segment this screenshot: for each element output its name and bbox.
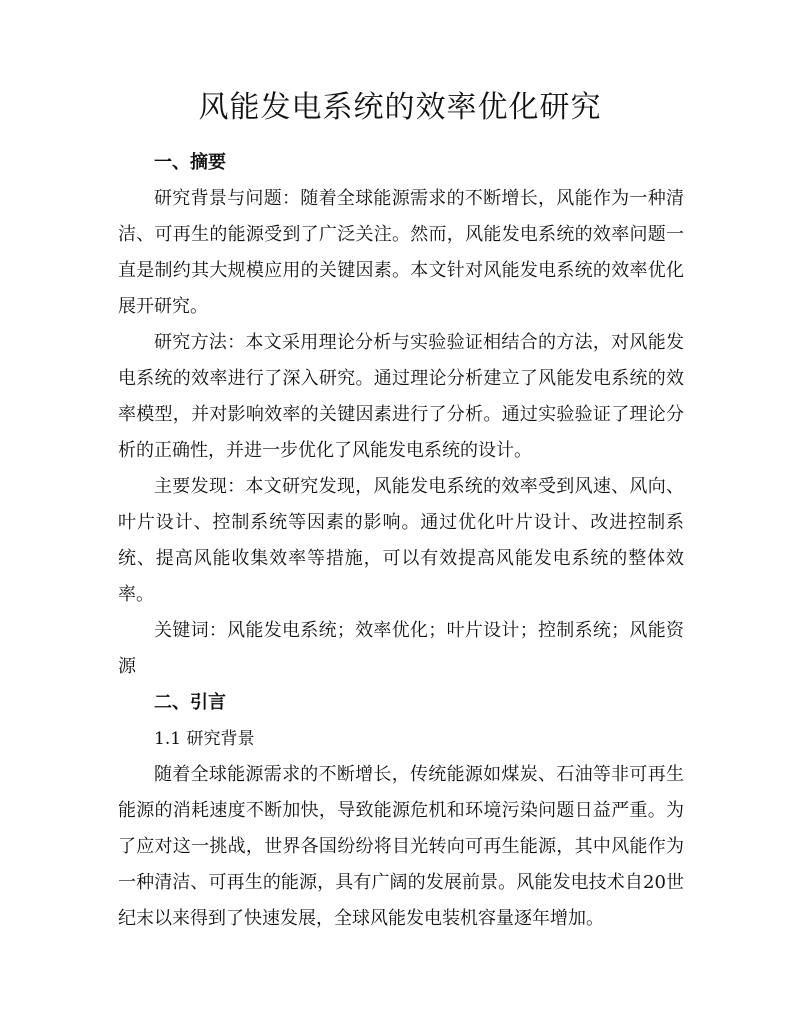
abstract-background-paragraph: 研究背景与问题：随着全球能源需求的不断增长，风能作为一种清洁、可再生的能源受到了广泛关注。然而，风能发电系统的效率问题一直是制约其大规模应用的关键因素。本文针对风能发电系统的效率优化展开研究。	[118, 188, 684, 317]
subsection-title: 1.1 研究背景	[154, 729, 255, 749]
abstract-heading: 一、摘要	[154, 152, 226, 173]
introduction-heading: 二、引言	[154, 692, 226, 713]
abstract-methods-paragraph: 研究方法：本文采用理论分析与实验验证相结合的方法，对风能发电系统的效率进行了深入研究。通过理论分析建立了风能发电系统的效率模型，并对影响效率的关键因素进行了分析。通过实验验证了理论分析的正确性，并进一步优化了风能发电系统的设计。	[118, 332, 684, 461]
document-title: 风能发电系统的效率优化研究	[198, 90, 602, 125]
introduction-paragraph: 随着全球能源需求的不断增长，传统能源如煤炭、石油等非可再生能源的消耗速度不断加快，导致能源危机和环境污染问题日益严重。为了应对这一挑战，世界各国纷纷将目光转向可再生能源，其中风能作为一种清洁、可再生的能源，具有广阔的发展前景。风能发电技术自20世纪末以来得到了快速发展，全球风能发电装机容量逐年增加。	[118, 764, 684, 929]
abstract-findings-paragraph: 主要发现：本文研究发现，风能发电系统的效率受到风速、风向、叶片设计、控制系统等因素的影响。通过优化叶片设计、改进控制系统、提高风能收集效率等措施，可以有效提高风能发电系统的整体效率。	[118, 476, 684, 605]
keywords-paragraph: 关键词：风能发电系统；效率优化；叶片设计；控制系统；风能资源	[118, 620, 684, 677]
document-body	[118, 145, 684, 937]
